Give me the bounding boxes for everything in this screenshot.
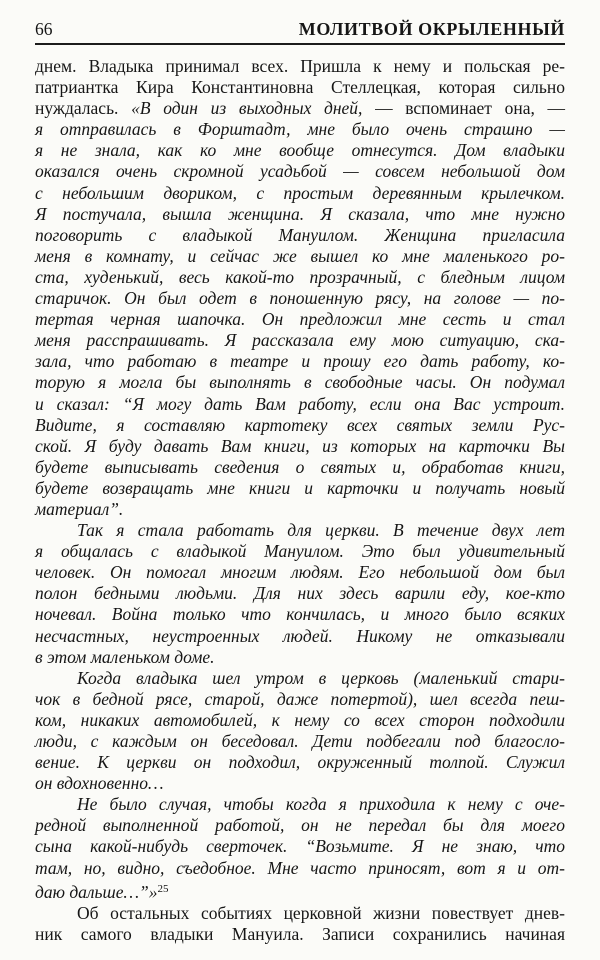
text-line xyxy=(35,372,565,393)
page-number: 66 xyxy=(35,19,53,39)
italic-text: Я постучала, вышла женщина. Я сказала, что мне нужно xyxy=(35,203,565,224)
text-line xyxy=(35,56,565,77)
italic-text: с небольшим двориком, с простым деревянным крылечком. xyxy=(35,182,565,203)
text-line xyxy=(35,541,565,562)
running-title: МОЛИТВОЙ ОКРЫЛЕННЫЙ xyxy=(298,19,565,39)
italic-text: Не было случая, чтобы когда я приходила к нему с оче- xyxy=(77,794,565,815)
text-line xyxy=(35,457,565,478)
italic-text: тертая черная шапочка. Он предложил мне сесть и стал xyxy=(35,309,565,330)
text-line xyxy=(35,879,565,903)
italic-text: зала, что работаю в театре и прошу его дать работу, ко- xyxy=(35,351,565,372)
text-line xyxy=(35,330,565,351)
page-header xyxy=(35,19,565,39)
text-line xyxy=(35,183,565,204)
text-line xyxy=(35,773,565,794)
italic-text: я общалась с владыкой Мануилом. Это был удивительный xyxy=(35,541,565,562)
italic-text: меня расспрашивать. Я рассказала ему мою ситуацию, ска- xyxy=(35,330,565,351)
text-line xyxy=(35,710,565,731)
roman-text: нуждалась. xyxy=(35,98,132,119)
text-line xyxy=(35,288,565,309)
italic-text: «В один из выходных дней, xyxy=(131,98,376,119)
page-body xyxy=(35,56,565,945)
italic-text: там, но, видно, съедобное. Мне часто приносят, вот я и от- xyxy=(35,857,565,878)
italic-text: старичок. Он был одет в поношенную рясу, на голове — по- xyxy=(35,288,565,309)
italic-text: редной выполненной работой, он не передал бы для моего xyxy=(35,815,565,836)
italic-text: человек. Он помогал многим людям. Его небольшой дом был xyxy=(35,562,565,583)
text-line xyxy=(35,647,565,668)
text-line xyxy=(35,604,565,625)
italic-text: будете возвращать мне книги и карточки и получать новый xyxy=(35,477,565,498)
roman-text: Об остальных событиях церковной жизни повествует днев- xyxy=(77,902,565,923)
text-line xyxy=(35,436,565,457)
text-line xyxy=(35,626,565,647)
header-rule xyxy=(35,43,565,45)
italic-text: Так я стала работать для церкви. В течение двух лет xyxy=(77,520,565,541)
text-line xyxy=(35,924,565,945)
italic-text: чок в бедной рясе, старой, даже потертой), шел всегда пеш- xyxy=(35,688,565,709)
italic-text: я отправилась в Форштадт, мне было очень страшно — xyxy=(35,119,565,140)
italic-text: полон бедными людьми. Для них здесь варили еду, кое-кто xyxy=(35,583,565,604)
italic-text: ночевал. Война только что кончилась, и много было всяких xyxy=(35,604,565,625)
roman-text: — вспоминает она, — xyxy=(375,98,565,119)
roman-text: днем. Владыка принимал всех. Пришла к нему и польская ре- xyxy=(35,56,565,76)
italic-text: ком, никаких автомобилей, к нему со всех сторон подходили xyxy=(35,709,565,730)
italic-text: в этом маленьком доме. xyxy=(35,646,215,667)
text-line xyxy=(35,731,565,752)
text-line xyxy=(35,267,565,288)
text-line xyxy=(35,478,565,499)
italic-text: материал”. xyxy=(35,498,124,519)
italic-text: несчастных, неустроенных людей. Никому не отказывали xyxy=(35,625,565,646)
italic-text: поговорить с владыкой Мануилом. Женщина пригласила xyxy=(35,224,565,245)
text-line xyxy=(35,752,565,773)
text-line xyxy=(35,415,565,436)
italic-text: ской. Я буду давать Вам книги, из которых на карточки Вы xyxy=(35,435,565,456)
italic-text: будете выписывать сведения о святых и, обработав книги, xyxy=(35,456,565,477)
text-line xyxy=(35,351,565,372)
text-line xyxy=(35,309,565,330)
roman-text: ник самого владыки Мануила. Записи сохранились начиная xyxy=(35,923,565,944)
text-line xyxy=(35,225,565,246)
text-line xyxy=(35,246,565,267)
italic-text: сына какой-нибудь сверточек. “Возьмите. Я не знаю, что xyxy=(35,836,565,857)
italic-text: вение. К церкви он подходил, окруженный толпой. Служил xyxy=(35,752,565,773)
text-line xyxy=(35,583,565,604)
text-line xyxy=(35,161,565,182)
text-line xyxy=(35,77,565,98)
italic-text: Видите, я составляю картотеку всех святых земли Рус- xyxy=(35,414,565,435)
text-line xyxy=(35,836,565,857)
italic-text: я не знала, как ко мне вообще отнесутся. Дом владыки xyxy=(35,140,565,161)
text-line xyxy=(35,689,565,710)
text-line xyxy=(35,499,565,520)
italic-text: он вдохновенно… xyxy=(35,773,164,794)
text-line xyxy=(35,794,565,815)
text-line xyxy=(35,394,565,415)
text-line xyxy=(35,858,565,879)
roman-text: патриантка Кира Константиновна Стеллецкая, которая сильно xyxy=(35,77,565,98)
italic-text: и сказал: “Я могу дать Вам работу, если она Вас устроит. xyxy=(35,393,565,414)
footnote-ref: 25 xyxy=(157,882,169,895)
italic-text: торую я могла бы выполнять в свободные часы. Он подумал xyxy=(35,372,565,393)
italic-text: люди, с каждым он беседовал. Дети подбегали под благосло- xyxy=(35,731,565,751)
italic-text: оказался очень скромной усадьбой — совсем небольшой дом xyxy=(35,161,565,182)
text-line xyxy=(35,140,565,161)
text-line xyxy=(35,204,565,225)
italic-text: даю дальше…”» xyxy=(35,881,158,902)
text-line xyxy=(35,903,565,924)
italic-text: Когда владыка шел утром в церковь (маленький стари- xyxy=(77,667,565,688)
text-line xyxy=(35,562,565,583)
text-line xyxy=(35,815,565,836)
text-line xyxy=(35,98,565,119)
text-line xyxy=(35,520,565,541)
italic-text: меня в комнату, и сейчас же вышел ко мне маленького ро- xyxy=(35,245,565,266)
text-line xyxy=(35,119,565,140)
text-line xyxy=(35,668,565,689)
italic-text: ста, худенький, весь какой-то прозрачный, с бледным лицом xyxy=(35,266,565,287)
